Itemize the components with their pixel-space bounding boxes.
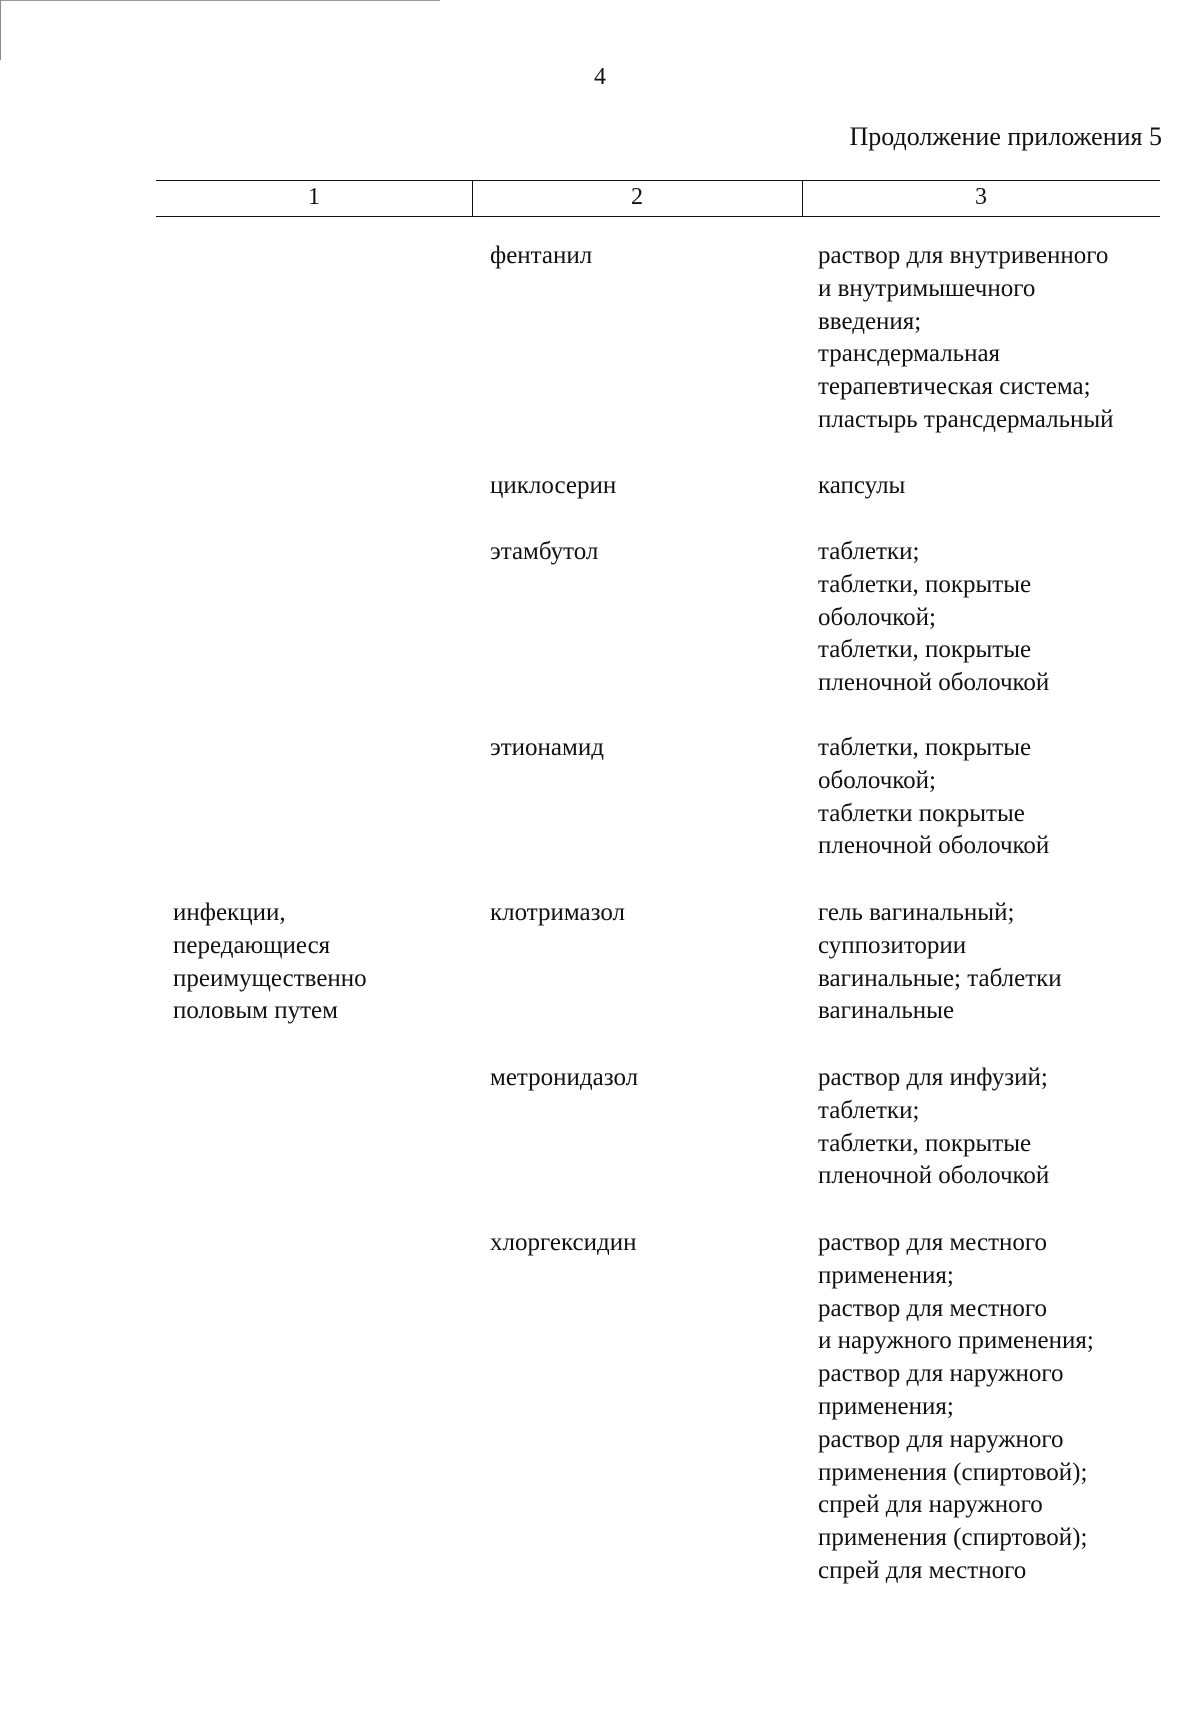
column-header-2: 2: [631, 184, 643, 210]
dosage-forms-cell-line: вагинальные; таблетки: [818, 964, 1062, 992]
dosage-forms-cell-line: введения;: [818, 307, 922, 335]
scan-edge-left: [0, 0, 1, 60]
disease-cell-line: передающиеся: [173, 931, 331, 959]
dosage-forms-cell-line: применения (спиртовой);: [818, 1458, 1088, 1486]
dosage-forms-cell-line: таблетки;: [818, 1096, 920, 1124]
drug-name-cell: этамбутол: [490, 538, 599, 565]
dosage-forms-cell: [818, 240, 1114, 437]
dosage-forms-cell-line: применения;: [818, 1392, 954, 1420]
scan-edge-top: [0, 0, 440, 1]
dosage-forms-cell-line: таблетки, покрытые: [818, 570, 1032, 598]
dosage-forms-cell-line: суппозитории: [818, 931, 967, 959]
dosage-forms-cell: [818, 897, 1062, 1028]
dosage-forms-cell-line: раствор для наружного: [818, 1360, 1064, 1388]
dosage-forms-cell-line: таблетки, покрытые: [818, 1129, 1032, 1157]
header-bottom-rule: [156, 216, 1160, 217]
dosage-forms-cell-line: пленочной оболочкой: [818, 669, 1050, 697]
column-header-3: 3: [975, 184, 987, 210]
dosage-forms-cell-line: гель вагинальный;: [818, 899, 1015, 926]
drug-name-cell: фентанил: [490, 242, 593, 269]
dosage-forms-cell-line: применения (спиртовой);: [818, 1524, 1088, 1552]
dosage-forms-cell-line: пленочной оболочкой: [818, 832, 1050, 860]
dosage-forms-cell: [818, 536, 1049, 700]
dosage-forms-cell-line: спрей для местного: [818, 1556, 1027, 1584]
dosage-forms-cell-line: применения;: [818, 1261, 954, 1289]
dosage-forms-cell-line: таблетки;: [818, 538, 920, 565]
dosage-forms-cell-line: вагинальные: [818, 997, 955, 1025]
page-number: 4: [594, 64, 606, 90]
drug-name-cell: хлоргексидин: [490, 1229, 637, 1256]
column-header-1: 1: [308, 184, 320, 210]
dosage-forms-cell-line: таблетки покрытые: [818, 799, 1025, 827]
dosage-forms-cell-line: капсулы: [818, 472, 906, 499]
dosage-forms-cell-line: раствор для местного: [818, 1229, 1048, 1256]
dosage-forms-cell: [818, 1062, 1049, 1193]
dosage-forms-cell-line: раствор для инфузий;: [818, 1064, 1048, 1091]
dosage-forms-cell-line: таблетки, покрытые: [818, 636, 1032, 664]
dosage-forms-cell-line: и внутримышечного: [818, 274, 1036, 302]
dosage-forms-cell-line: таблетки, покрытые: [818, 734, 1032, 761]
dosage-forms-cell-line: пластырь трансдермальный: [818, 405, 1114, 433]
dosage-forms-cell-line: оболочкой;: [818, 766, 936, 794]
dosage-forms-cell-line: раствор для внутривенного: [818, 242, 1109, 269]
dosage-forms-cell: [818, 1227, 1094, 1588]
dosage-forms-cell-line: спрей для наружного: [818, 1491, 1043, 1519]
dosage-forms-cell-line: и наружного применения;: [818, 1327, 1094, 1355]
dosage-forms-cell-line: раствор для наружного: [818, 1425, 1064, 1453]
disease-cell: [173, 897, 367, 1028]
drug-name-cell: клотримазол: [490, 899, 626, 926]
header-top-rule: [156, 180, 1160, 181]
drug-name-cell: этионамид: [490, 734, 604, 761]
drug-name-cell: циклосерин: [490, 472, 617, 499]
disease-cell-line: инфекции,: [173, 899, 286, 926]
disease-cell-line: преимущественно: [173, 964, 367, 992]
drug-name-cell: метронидазол: [490, 1064, 639, 1091]
dosage-forms-cell-line: пленочной оболочкой: [818, 1162, 1050, 1190]
dosage-forms-cell-line: трансдермальная: [818, 340, 1001, 368]
disease-cell-line: половым путем: [173, 997, 338, 1025]
continuation-note: Продолжение приложения 5: [849, 122, 1162, 151]
dosage-forms-cell-line: терапевтическая система;: [818, 373, 1091, 401]
dosage-forms-cell: [818, 470, 905, 503]
dosage-forms-cell: [818, 732, 1049, 863]
dosage-forms-cell-line: оболочкой;: [818, 603, 936, 631]
dosage-forms-cell-line: раствор для местного: [818, 1294, 1048, 1322]
